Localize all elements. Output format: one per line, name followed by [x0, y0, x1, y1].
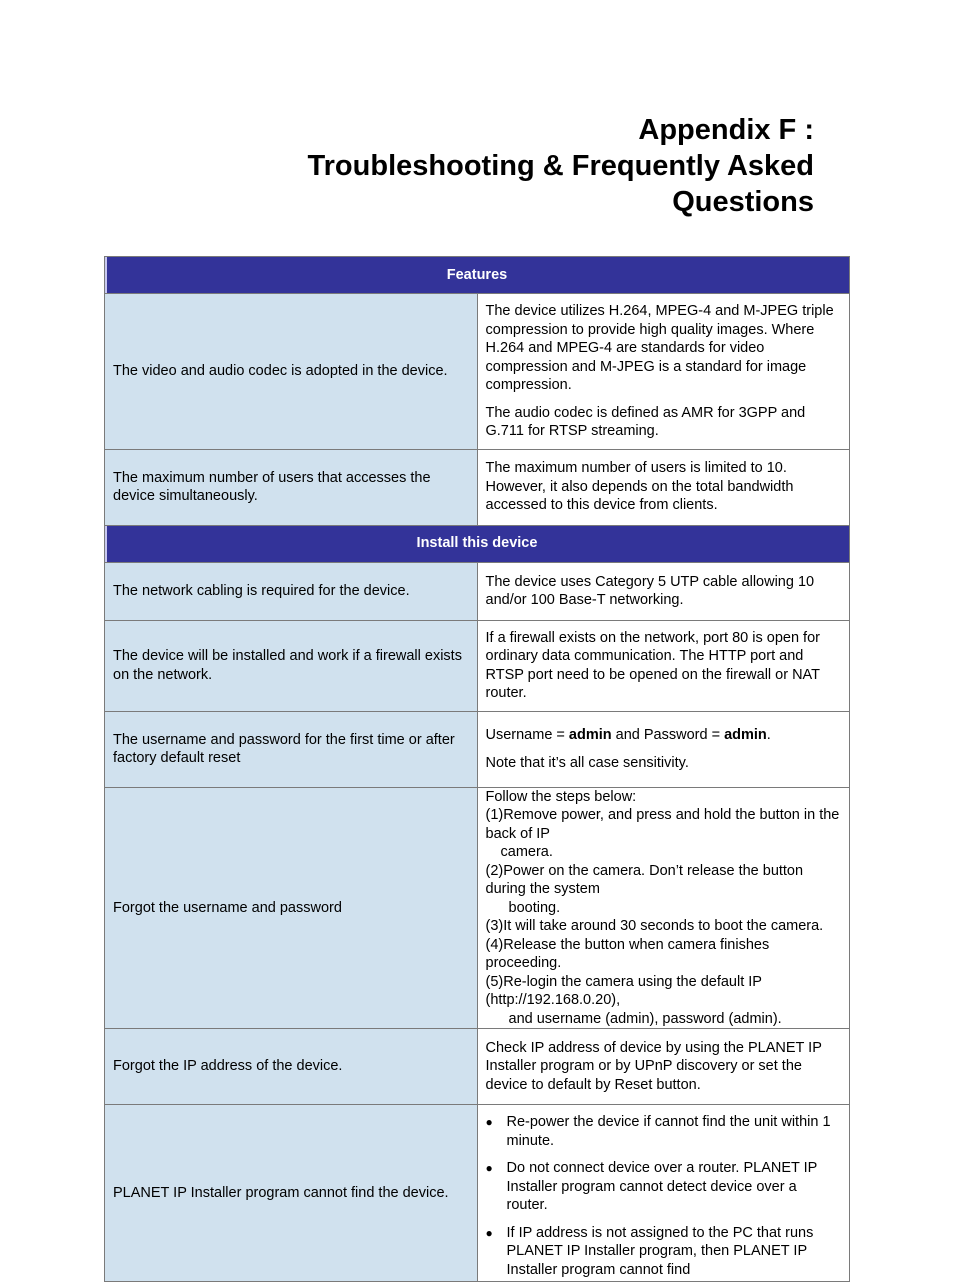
section-header-row	[105, 525, 850, 562]
step-5-cont: and username (admin), password (admin).	[508, 1010, 782, 1027]
answer-cell	[477, 294, 850, 450]
table-row	[105, 1105, 850, 1282]
title-line-2: Troubleshooting & Frequently Asked	[307, 150, 814, 182]
question-cell: Forgot the username and password	[105, 787, 478, 1029]
answer-fragment: and Password =	[611, 727, 725, 743]
table-row	[105, 1029, 850, 1105]
title-line-1: Appendix F :	[638, 114, 814, 146]
default-username: admin	[568, 727, 612, 743]
step-intro: Follow the steps below:	[485, 788, 637, 805]
table-row	[105, 787, 850, 1029]
answer-text	[486, 726, 842, 745]
question-cell: Forgot the IP address of the device.	[105, 1029, 478, 1105]
faq-table	[104, 256, 850, 1282]
step-5: (5)Re-login the camera using the default IP (http://192.168.0.20),	[485, 973, 762, 1008]
table-row	[105, 449, 850, 525]
question-cell: PLANET IP Installer program cannot find the device.	[105, 1105, 478, 1282]
answer-cell	[477, 787, 850, 1029]
answer-cell	[477, 711, 850, 787]
table-row	[105, 620, 850, 711]
section-header-row	[105, 257, 850, 294]
answer-cell: If a firewall exists on the network, port 80 is open for ordinary data communication. The HTTP port and RTSP port need to be opened on the firewall or NAT router.	[477, 620, 850, 711]
question-cell: The username and password for the first time or after factory default reset	[105, 711, 478, 787]
question-cell: The device will be installed and work if a firewall exists on the network.	[105, 620, 478, 711]
step-1: (1)Remove power, and press and hold the button in the back of IP	[485, 807, 840, 842]
title-line-3: Questions	[672, 186, 814, 218]
section-install: Install this device	[105, 525, 850, 562]
section-features: Features	[105, 257, 850, 294]
step-3: (3)It will take around 30 seconds to boot the camera.	[485, 918, 824, 934]
question-cell: The network cabling is required for the device.	[105, 562, 478, 620]
step-1-cont: camera.	[500, 844, 553, 860]
answer-cell	[477, 1105, 850, 1282]
list-item: ● If IP address is not assigned to the PC that runs PLANET IP Installer program, then PLANET IP Installer program cannot find	[486, 1224, 842, 1280]
answer-cell: The device uses Category 5 UTP cable allowing 10 and/or 100 Base-T networking.	[477, 562, 850, 620]
table-row	[105, 294, 850, 450]
table-row	[105, 562, 850, 620]
list-item: ● Re-power the device if cannot find the unit within 1 minute.	[486, 1113, 842, 1150]
question-cell: The maximum number of users that accesses the device simultaneously.	[105, 449, 478, 525]
question-cell: The video and audio codec is adopted in the device.	[105, 294, 478, 450]
default-password: admin	[724, 727, 767, 743]
answer-fragment: Username =	[485, 727, 569, 743]
answer-cell: The maximum number of users is limited to 10. However, it also depends on the total bandwidth accessed to this device from clients.	[477, 449, 850, 525]
step-2-cont: booting.	[508, 899, 561, 916]
table-row	[105, 711, 850, 787]
page-title	[308, 112, 814, 220]
answer-text: The device utilizes H.264, MPEG-4 and M-JPEG triple compression to provide high quality images. Where H.264 and MPEG-4 are standards for video compression and M-JPEG is a standard for image compression.	[485, 303, 834, 393]
answer-text: Note that it’s all case sensitivity.	[485, 754, 689, 771]
answer-fragment: .	[766, 727, 771, 743]
step-2: (2)Power on the camera. Don’t release the button during the system	[485, 862, 804, 897]
list-item: ● Do not connect device over a router. PLANET IP Installer program cannot detect device over a router.	[486, 1159, 842, 1215]
answer-cell: Check IP address of device by using the PLANET IP Installer program or by UPnP discovery or set the device to default by Reset button.	[477, 1029, 850, 1105]
answer-text: The audio codec is defined as AMR for 3GPP and G.711 for RTSP streaming.	[485, 404, 806, 439]
step-4: (4)Release the button when camera finishes proceeding.	[485, 936, 770, 971]
bullet-list	[486, 1113, 842, 1279]
